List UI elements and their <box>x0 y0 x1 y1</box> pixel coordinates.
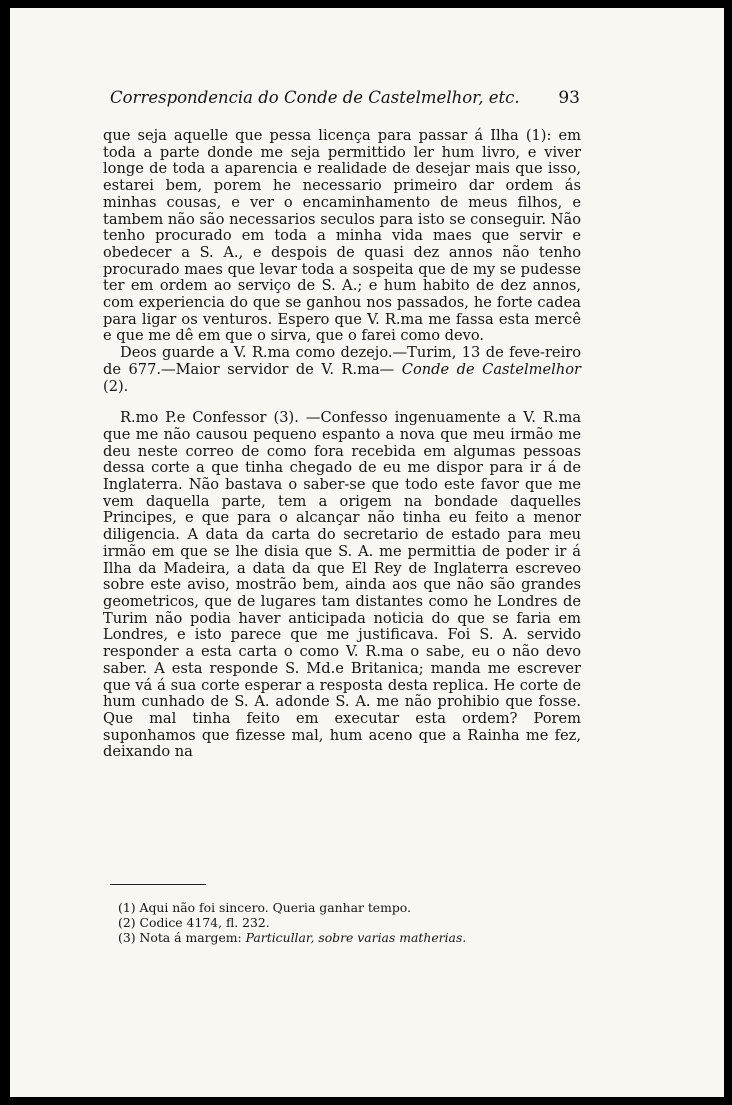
footnotes <box>118 900 588 945</box>
footnote-italic-text: Particullar, sobre varias matherias. <box>245 930 467 945</box>
running-title: Correspondencia do Conde de Castelmelhor, etc. <box>110 88 520 107</box>
letter2-text: —Confesso ingenuamente a V. R.ma que me não causou pequeno espanto a nova que meu irmão me deu neste correo de como fora recebida em algumas pessoas dessa corte a que tinha chegado de eu me dispor para ir á de Inglaterra. Não bastava o saber-se que todo este favor que me vem daquella parte, tem a origem na bondade daquelles Principes, e que para o alcançar não tinha eu feito a menor diligencia. A data da carta do secretario de estado para meu irmão em que se lhe disia que S. A. me permittia de poder ir á Ilha da Madeira, a data da que El Rey de Inglaterra escreveo sobre este aviso, mostrão bem, ainda aos que não são grandes geometricos, que de lugares tam distantes como he Londres de Turim não podia haver anticipada noticia do que se faria em Londres, e isto parece que me justificava. Foi S. A. servido responder a esta carta o como V. R.ma o sabe, eu o não devo saber. A esta responde S. Md.e Britanica; manda me escrever que vá á sua corte esperar a resposta desta replica. He corte de hum cunhado de S. A. adonde S. A. me não prohibio que fosse. Que mal tinha feito em executar esta ordem? Porem suponhamos que fizesse mal, hum aceno que a Rainha me fez, deixando na <box>103 409 582 761</box>
letter2-salutation: R.mo P.e Confessor (3). <box>120 409 299 427</box>
footnote-3 <box>118 930 588 945</box>
footnote-text: Codice 4174, fl. 232. <box>139 915 270 930</box>
letter1-text: que seja aquelle que pessa licença para passar á Ilha (1): em toda a parte donde me seja permittido ler hum livro, e viver longe de toda a aparencia e realidade de desejar mais que isso, estarei bem, porem he necessario primeiro dar ordem ás minhas cousas, e ver o encaminhamento de meus filhos, e tambem não são necessarios seculos para isto se conseguir. Não tenho procurado em toda a minha vida maes que servir e obedecer a S. A., e despois de quasi dez annos não tenho procurado maes que levar toda a sospeita que de my se pudesse ter em ordem ao serviço de S. A.; e hum habito de dez annos, com experiencia do que se ganhou nos passados, he forte cadea para ligar os venturos. Espero que V. R.ma me fassa esta mercê e que me dê em que o sirva, que o farei como devo. <box>103 127 581 345</box>
letter1-closing-text: Deos guarde a V. R.ma como dezejo.—Turim, 13 de feve-reiro de 677.—Maior servidor de V. R.ma— <box>103 344 581 378</box>
page-number: 93 <box>558 88 580 108</box>
body-text <box>103 128 581 761</box>
footnote-marker: (2) <box>118 915 136 930</box>
footnote-2 <box>118 915 588 930</box>
footnote-marker: (1) <box>118 900 136 915</box>
letter1-paragraph <box>103 128 581 345</box>
running-head <box>110 88 580 108</box>
footnote-text: Aqui não foi sincero. Queria ganhar tempo. <box>139 900 411 915</box>
footnote-text: Nota á margem: <box>139 930 246 945</box>
footnote-marker: (3) <box>118 930 136 945</box>
footnote-rule <box>110 884 206 885</box>
letter1-signature-note: (2). <box>103 377 129 395</box>
letter1-closing <box>103 345 581 395</box>
letter2-paragraph <box>103 410 581 761</box>
book-page <box>10 8 724 1097</box>
letter1-signature: Conde de Castelmelhor <box>401 360 581 378</box>
footnote-1 <box>118 900 588 915</box>
